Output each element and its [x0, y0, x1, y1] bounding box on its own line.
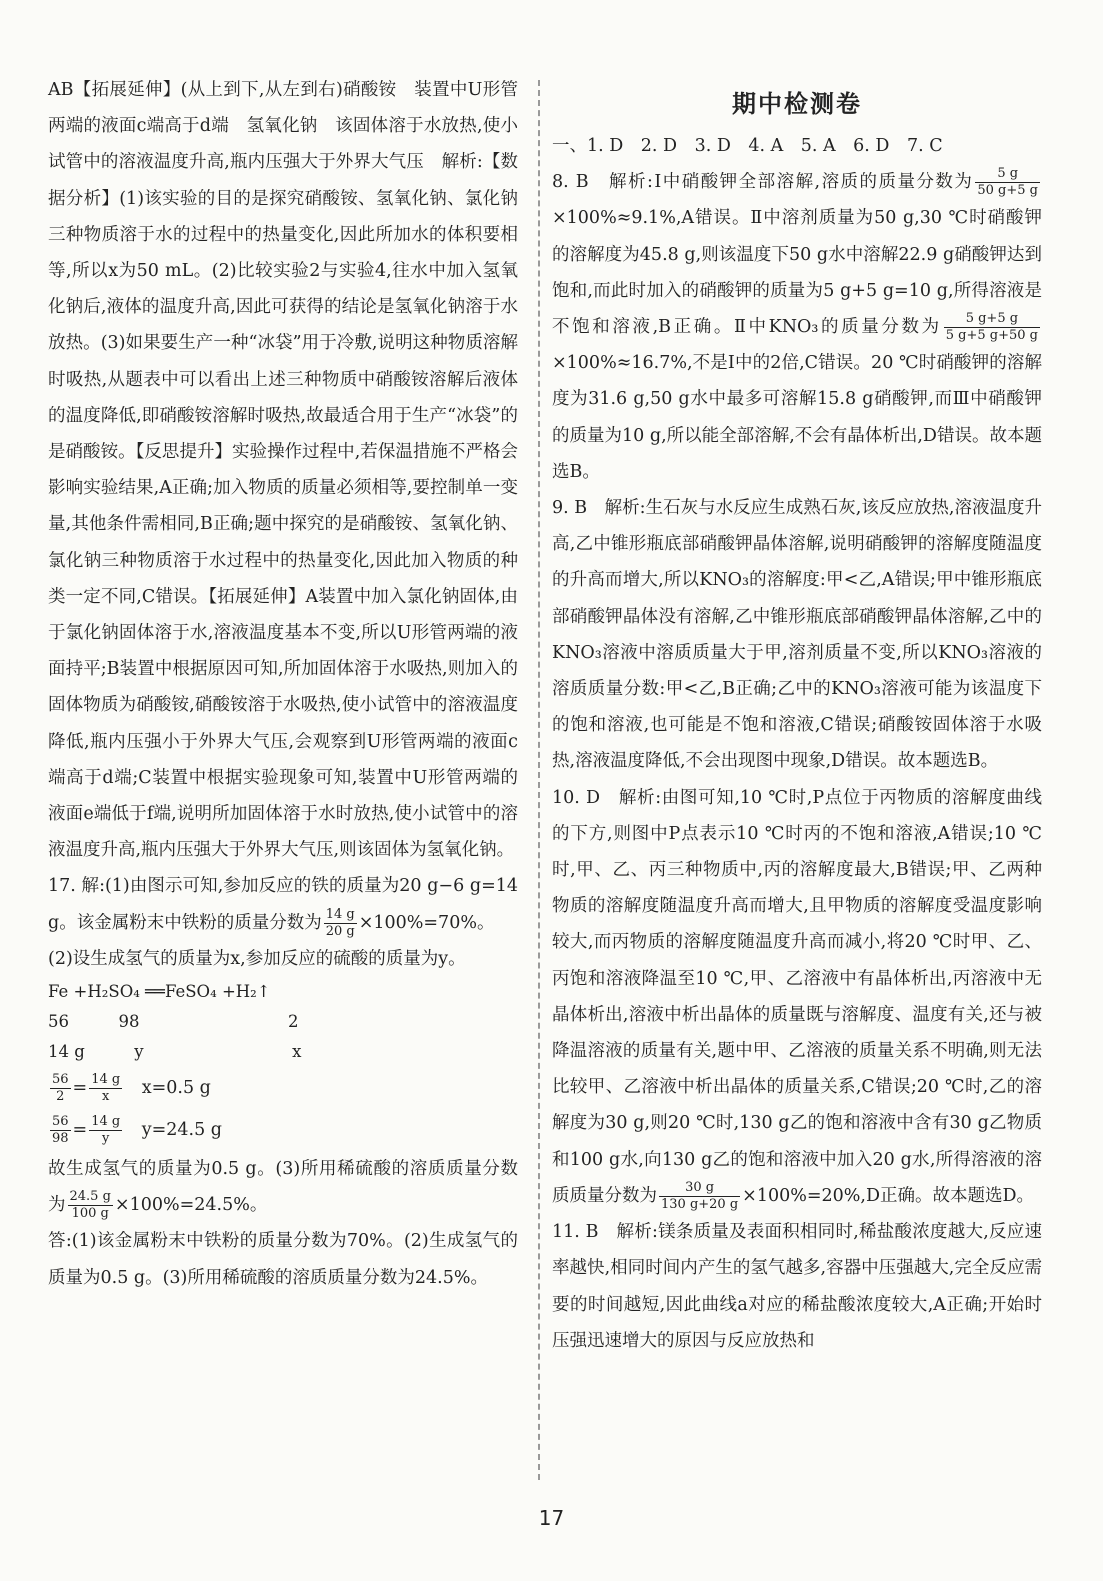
answer-16-continued: AB【拓展延伸】(从上到下,从左到右)硝酸铵 装置中U形管两端的液面c端高于d端 氢氧化钠 该固体溶于水放热,使小试管中的溶液温度升高,瓶内压强大于外界大气压 解析:【数据分析】(1)该实验的目的是探究硝酸铵、氢氧化钠、氯化钠三种物质溶于水的过程中的热量变化,因此所加水的体积要相等,所以x为50 mL。(2)比较实验2与实验4,往水中加入氢氧化钠后,液体的温度升高,因此可获得的结论是氢氧化钠溶于水放热。(3)如果要生产一种“冰袋”用于冷敷,说明这种物质溶解时吸热,从题表中可以看出上述三种物质中硝酸铵溶解后液体的温度降低,即硝酸铵溶解时吸热,故最适合用于生产“冰袋”的是硝酸铵。【反思提升】实验操作过程中,若保温措施不严格会影响实验结果,A正确;加入物质的质量必须相等,要控制单一变量,其他条件需相同,B正确;题中探究的是硝酸铵、氢氧化钠、氯化钠三种物质溶于水过程中的热量变化,因此加入物质的种类一定不同,C错误。【拓展延伸】A装置中加入氯化钠固体,由于氯化钠固体溶于水,溶液温度基本不变,所以U形管两端的液面持平;B装置中根据原因可知,所加固体溶于水吸热,则加入的固体物质为硝酸铵,硝酸铵溶于水吸热,使小试管中的溶液温度降低,瓶内压强小于外界大气压,会观察到U形管两端的液面c端高于d端;C装置中根据实验现象可知,装置中U形管两端的液面e端低于f端,说明所加固体溶于水时放热,使小试管中的溶液温度升高,瓶内压强大于外界大气压,则该固体为氢氧化钠。 [48, 80, 518, 861]
left-column [48, 72, 518, 1296]
ratio-2: $\frac{56}{98}$ = $\frac{14 g}{y}$ y=24.5 g [52, 1114, 222, 1147]
question-9: 9. B 解析:生石灰与水反应生成熟石灰,该反应放热,溶液温度升高,乙中锥形瓶底部硝酸钾晶体溶解,说明硝酸钾的溶解度随温度的升高而增大,所以KNO₃的溶解度:甲<乙,A错误;甲中锥形瓶底部硝酸钾晶体没有溶解,乙中锥形瓶底部硝酸钾晶体溶解,乙中的KNO₃溶液中溶质质量大于甲,溶剂质量不变,所以KNO₃溶液的溶质质量分数:甲<乙,B正确;乙中的KNO₃溶液可能为该温度下的饱和溶液,也可能是不饱和溶液,C错误;硝酸铵固体溶于水吸热,溶液温度降低,不会出现图中现象,D错误。故本题选B。 [552, 498, 1042, 772]
fraction-acid: $\frac{24.5 g}{100 g}$ [69, 1189, 111, 1222]
right-column [552, 128, 1042, 1359]
ratio-1: $\frac{56}{2}$ = $\frac{14 g}{x}$ x=0.5 g [52, 1072, 211, 1105]
question-17-answer: 答:(1)该金属粉末中铁粉的质量分数为70%。(2)生成氢气的质量为0.5 g。(3)所用稀硫酸的溶质质量分数为24.5%。 [48, 1231, 518, 1288]
question-17-part2: (2)设生成氢气的质量为x,参加反应的硫酸的质量为y。 [48, 948, 466, 969]
question-10: 10. D 解析:由图可知,10 ℃时,P点位于丙物质的溶解度曲线的下方,则图中P点表示10 ℃时丙的不饱和溶液,A错误;10 ℃时,甲、乙、丙三种物质中,丙的溶解度最大,B错误;甲、乙两种物质的溶解度随温度升高而增大,且甲物质的溶解度受温度影响较大,而丙物质的溶解度随温度升高而减小,将20 ℃时甲、乙、丙饱和溶液降温至10 ℃,甲、乙溶液中有晶体析出,丙溶液中无晶体析出,溶液中析出晶体的质量既与溶解度、温度有关,还与被降温溶液的质量有关,题中甲、乙溶液的质量关系不明确,则无法比较甲、乙溶液中析出晶体的质量关系,C错误;20 ℃时,乙的溶解度为30 g,则20 ℃时,130 g乙的饱和溶液中含有30 g乙物质和100 g水,向130 g乙的饱和溶液中加入20 g水,所得溶液的溶质质量分数为 $\frac{30 g}{130 g+20 g}$ ×100%=20%,D正确。故本题选D。 [552, 787, 1042, 1212]
page-number: 17 [538, 1506, 565, 1530]
column-divider [538, 80, 540, 1480]
fraction-iron: $\frac{14 g}{20 g}$ [325, 906, 355, 939]
chemical-equation: Fe +H₂SO₄ ══FeSO₄ +H₂↑ [48, 982, 271, 1002]
question-17-part1: 17. 解:(1)由图示可知,参加反应的铁的质量为20 g−6 g=14 g。该金属粉末中铁粉的质量分数为 $\frac{14 g}{20 g}$ ×100%=70%。 [48, 876, 518, 939]
question-17-part3: 故生成氢气的质量为0.5 g。(3)所用稀硫酸的溶质质量分数为 $\frac{24.5 g}{100 g}$ ×100%=24.5%。 [48, 1159, 518, 1222]
equation-masses: 56 98 2 [48, 1012, 299, 1032]
answers-1-7: 一、1. D 2. D 3. D 4. A 5. A 6. D 7. C [552, 136, 943, 156]
equation-values: 14 g y x [48, 1042, 302, 1062]
question-11: 11. B 解析:镁条质量及表面积相同时,稀盐酸浓度越大,反应速率越快,相同时间内产生的氢气越多,容器中压强越大,完全反应需要的时间越短,因此曲线a对应的稀盐酸浓度较大,A正确;开始时压强迅速增大的原因与反应放热和 [552, 1222, 1042, 1351]
section-title: 期中检测卷 [732, 90, 862, 118]
question-8: 8. B 解析:Ⅰ中硝酸钾全部溶解,溶质的质量分数为 $\frac{5 g}{50 g+5 g}$ ×100%≈9.1%,A错误。Ⅱ中溶剂质量为50 g,30 ℃时硝酸钾的溶解度为45.8 g,则该温度下50 g水中溶解22.9 g硝酸钾达到饱和,而此时加入的硝酸钾的质量为5 g+5 g=10 g,所得溶液是不饱和溶液,B正确。Ⅱ中KNO₃的质量分数为 $\frac{5 g+5 g}{5 g+5 g+50 g}$ ×100%≈16.7%,不是Ⅰ中的2倍,C错误。20 ℃时硝酸钾的溶解度为31.6 g,50 g水中最多可溶解15.8 g硝酸钾,而Ⅲ中硝酸钾的质量为10 g,所以能全部溶解,不会有晶体析出,D错误。故本题选B。 [552, 166, 1042, 482]
